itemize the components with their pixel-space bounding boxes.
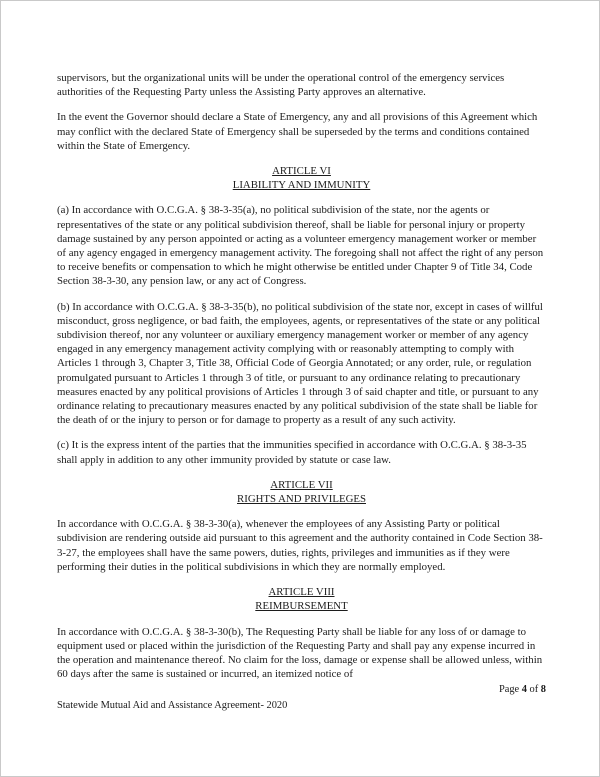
paragraph-6a: (a) In accordance with O.C.G.A. § 38-3-35(a), no political subdivision of the state, nor the agents or representatives of the state or any political subdivision thereof, shall be liable for personal injury or property damage sustained by any person appointed or acting as a volunteer emergency management worker or member of any agency engaged in emergency management activity. The foregoing shall not affect the right of any person to receive benefits or compensation to which he might otherwise be entitled under Chapter 9 of Title 34, Code Section 38-3-30, any pension law, or any act of Congress. bbox=[57, 204, 544, 288]
article-6-heading bbox=[57, 164, 546, 192]
page-total: 8 bbox=[540, 684, 546, 696]
page-number: 4 bbox=[521, 684, 527, 696]
article-6-title: LIABILITY AND IMMUNITY bbox=[232, 179, 371, 192]
article-8-title: REIMBURSEMENT bbox=[255, 600, 348, 613]
article-8-heading bbox=[57, 585, 546, 613]
paragraph-state-of-emergency: In the event the Governor should declare a State of Emergency, any and all provisions of this Agreement which may conflict with the declared State of Emergency shall be superseded by the terms and conditions contained within the State of Emergency. bbox=[57, 111, 538, 152]
page-label: Page bbox=[498, 684, 522, 696]
paragraph-operational-control: supervisors, but the organizational units will be under the operational control of the emergency services authorities of the Requesting Party unless the Assisting Party approves an alternative. bbox=[57, 72, 505, 99]
paragraph-7: In accordance with O.C.G.A. § 38-3-30(a), whenever the employees of any Assisting Party or political subdivision are rendering outside aid pursuant to this agreement and the authority contained in Code Section 38-3-27, the employees shall have the same powers, duties, rights, privileges and immunities as if they were performing their duties in the political subdivisions in which they are normally employed. bbox=[57, 518, 543, 573]
article-7-number: ARTICLE VII bbox=[270, 478, 333, 491]
article-6-number: ARTICLE VI bbox=[272, 165, 331, 178]
article-7-title: RIGHTS AND PRIVILEGES bbox=[237, 493, 366, 506]
page-number-line bbox=[57, 683, 546, 697]
page-of-label: of bbox=[526, 684, 541, 696]
article-8-number: ARTICLE VIII bbox=[268, 586, 335, 599]
paragraph-8: In accordance with O.C.G.A. § 38-3-30(b), The Requesting Party shall be liable for any loss of or damage to equipment used or placed within the jurisdiction of the Requesting Party and shall pay any expense incurred in the operation and maintenance thereof. No claim for the loss, damage or expense shall be allowed unless, within 60 days after the same is sustained or incurred, an itemized notice of bbox=[57, 625, 543, 681]
article-7-heading bbox=[57, 478, 546, 506]
footer-doc-title: Statewide Mutual Aid and Assistance Agreement- 2020 bbox=[57, 699, 288, 711]
paragraph-6c: (c) It is the express intent of the parties that the immunities specified in accordance with O.C.G.A. § 38-3-35 shall apply in addition to any other immunity provided by statute or case law. bbox=[57, 439, 527, 466]
paragraph-6b: (b) In accordance with O.C.G.A. § 38-3-35(b), no political subdivision of the state nor, except in cases of willful misconduct, gross negligence, or bad faith, the employees, agents, or representatives of the state or any political subdivision thereof, nor any volunteer or auxiliary emergency management worker or member of any agency engaged in any emergency management activity complying with or reasonably attempting to comply with Articles 1 through 3, Chapter 3, Title 38, Official Code of Georgia Annotated; or any order, rule, or regulation promulgated pursuant to Articles 1 through 3 of title, or pursuant to any ordinance relating to precautionary measures enacted by any political provisions of Articles 1 through 3 of said chapter and title, or pursuant to any ordinance relating to precautionary measures enacted by any political subdivision of the state shall be liable for the death of or the injury to person or for damage to property as a result of any such activity. bbox=[57, 300, 543, 427]
